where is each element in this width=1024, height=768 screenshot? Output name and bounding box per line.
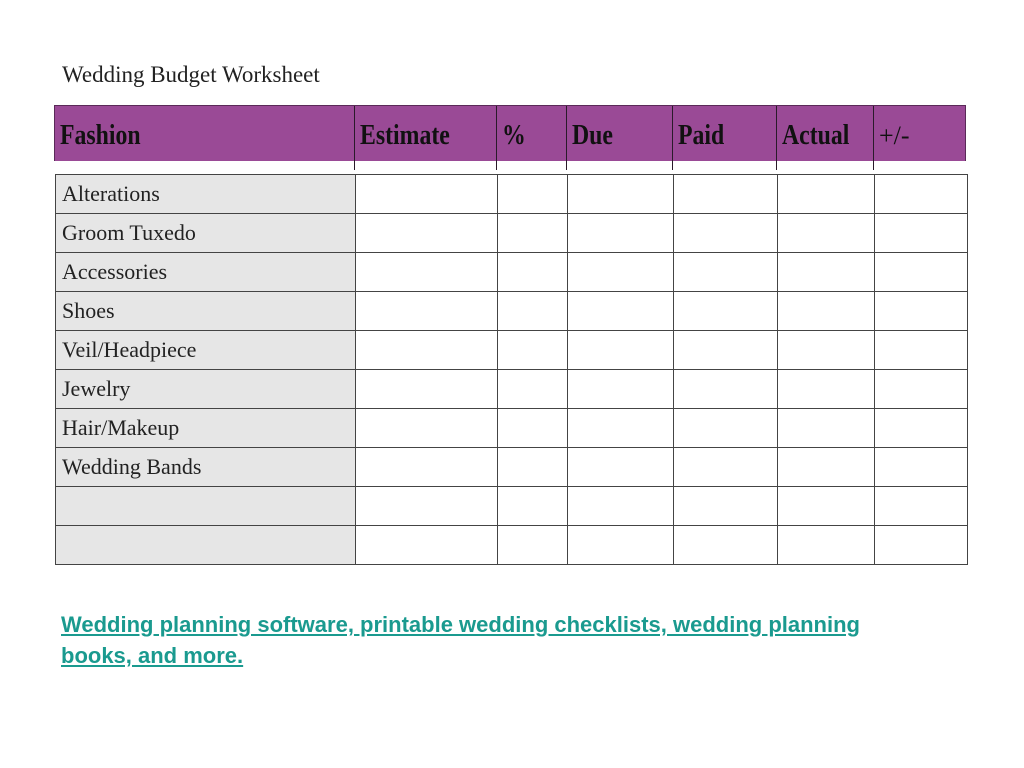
row-label: Hair/Makeup <box>56 409 356 448</box>
value-cell[interactable] <box>778 448 875 487</box>
value-cell[interactable] <box>674 214 778 253</box>
value-cell[interactable] <box>875 487 968 526</box>
value-cell[interactable] <box>778 253 875 292</box>
value-cell[interactable] <box>875 409 968 448</box>
value-cell[interactable] <box>778 175 875 214</box>
row-label: Shoes <box>56 292 356 331</box>
table-row <box>56 448 968 487</box>
value-cell[interactable] <box>674 526 778 565</box>
value-cell[interactable] <box>498 370 568 409</box>
value-cell[interactable] <box>498 526 568 565</box>
header-estimate: Estimate <box>355 106 497 170</box>
row-label <box>56 526 356 565</box>
value-cell[interactable] <box>674 331 778 370</box>
value-cell[interactable] <box>674 370 778 409</box>
table-row <box>56 526 968 565</box>
value-cell[interactable] <box>498 214 568 253</box>
table-header <box>54 105 966 161</box>
value-cell[interactable] <box>568 487 674 526</box>
value-cell[interactable] <box>498 253 568 292</box>
value-cell[interactable] <box>356 331 498 370</box>
value-cell[interactable] <box>568 292 674 331</box>
budget-table <box>55 174 968 565</box>
value-cell[interactable] <box>356 175 498 214</box>
footer-link[interactable]: Wedding planning software, printable wedding checklists, wedding planning books, and more. <box>61 612 860 668</box>
value-cell[interactable] <box>498 409 568 448</box>
value-cell[interactable] <box>778 214 875 253</box>
value-cell[interactable] <box>778 409 875 448</box>
value-cell[interactable] <box>568 331 674 370</box>
value-cell[interactable] <box>778 292 875 331</box>
row-label <box>56 487 356 526</box>
value-cell[interactable] <box>875 253 968 292</box>
value-cell[interactable] <box>875 214 968 253</box>
value-cell[interactable] <box>778 526 875 565</box>
value-cell[interactable] <box>778 487 875 526</box>
header-fashion: Fashion <box>55 106 355 170</box>
value-cell[interactable] <box>356 292 498 331</box>
value-cell[interactable] <box>568 253 674 292</box>
value-cell[interactable] <box>498 448 568 487</box>
value-cell[interactable] <box>498 331 568 370</box>
table-row <box>56 214 968 253</box>
table-row <box>56 487 968 526</box>
value-cell[interactable] <box>778 370 875 409</box>
row-label: Veil/Headpiece <box>56 331 356 370</box>
value-cell[interactable] <box>498 292 568 331</box>
value-cell[interactable] <box>568 370 674 409</box>
value-cell[interactable] <box>674 448 778 487</box>
table-row <box>56 331 968 370</box>
value-cell[interactable] <box>778 331 875 370</box>
header-plus-minus: +/- <box>879 121 910 150</box>
value-cell[interactable] <box>568 409 674 448</box>
value-cell[interactable] <box>498 175 568 214</box>
row-label: Wedding Bands <box>56 448 356 487</box>
value-cell[interactable] <box>875 331 968 370</box>
row-label: Jewelry <box>56 370 356 409</box>
value-cell[interactable] <box>674 253 778 292</box>
value-cell[interactable] <box>875 370 968 409</box>
value-cell[interactable] <box>674 175 778 214</box>
value-cell[interactable] <box>568 214 674 253</box>
value-cell[interactable] <box>356 448 498 487</box>
table-row <box>56 253 968 292</box>
value-cell[interactable] <box>875 292 968 331</box>
table-row <box>56 175 968 214</box>
value-cell[interactable] <box>674 292 778 331</box>
value-cell[interactable] <box>356 214 498 253</box>
header-due: Due <box>567 106 673 170</box>
value-cell[interactable] <box>875 448 968 487</box>
value-cell[interactable] <box>498 487 568 526</box>
value-cell[interactable] <box>568 526 674 565</box>
value-cell[interactable] <box>568 448 674 487</box>
table-row <box>56 409 968 448</box>
header-percent: % <box>497 106 567 170</box>
value-cell[interactable] <box>674 409 778 448</box>
value-cell[interactable] <box>875 526 968 565</box>
row-label: Groom Tuxedo <box>56 214 356 253</box>
value-cell[interactable] <box>356 409 498 448</box>
value-cell[interactable] <box>875 175 968 214</box>
value-cell[interactable] <box>568 175 674 214</box>
header-actual: Actual <box>777 106 874 170</box>
worksheet-title: Wedding Budget Worksheet <box>62 62 320 87</box>
table-row <box>56 292 968 331</box>
value-cell[interactable] <box>356 370 498 409</box>
value-cell[interactable] <box>356 253 498 292</box>
table-row <box>56 370 968 409</box>
value-cell[interactable] <box>356 526 498 565</box>
value-cell[interactable] <box>674 487 778 526</box>
header-paid: Paid <box>673 106 777 170</box>
value-cell[interactable] <box>356 487 498 526</box>
row-label: Accessories <box>56 253 356 292</box>
row-label: Alterations <box>56 175 356 214</box>
